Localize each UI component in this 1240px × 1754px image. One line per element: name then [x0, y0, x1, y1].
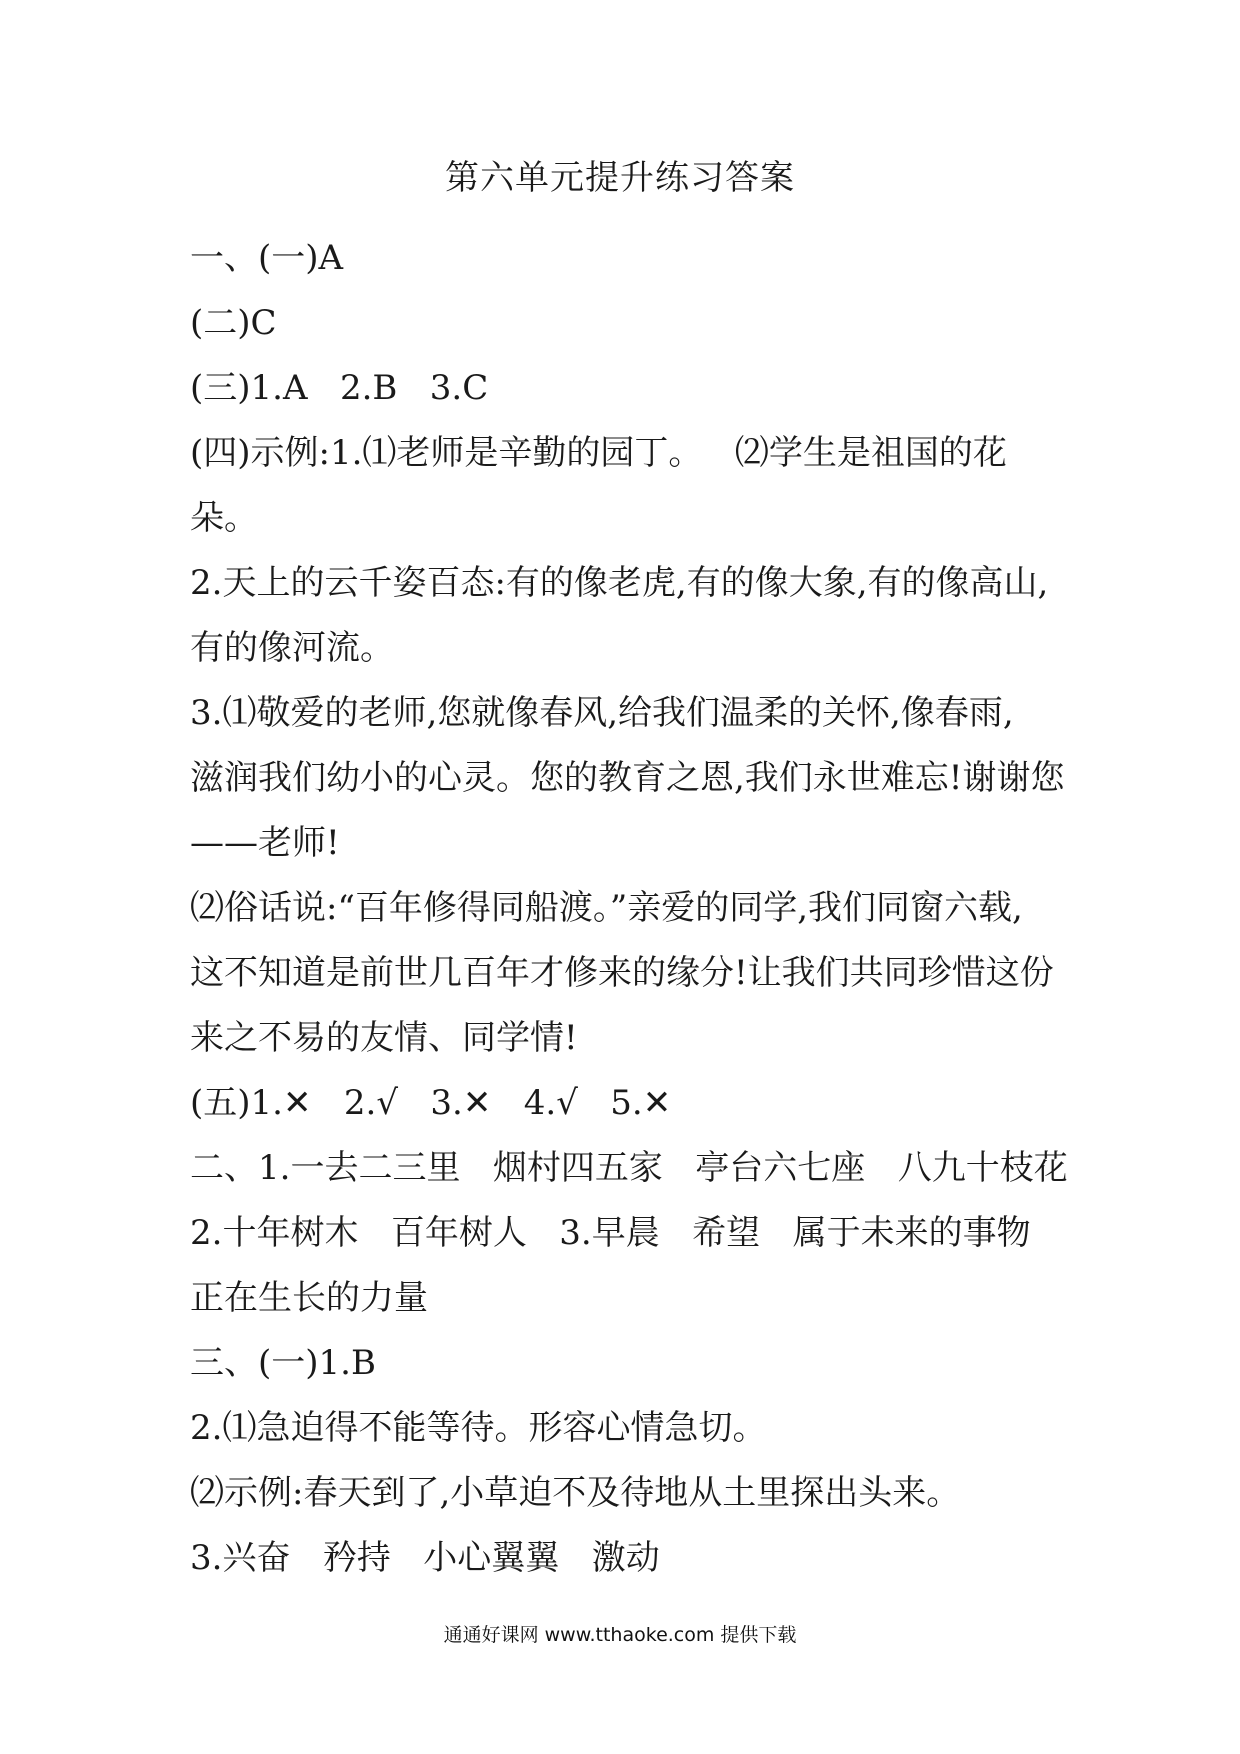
answer-line: ——老师!: [190, 823, 340, 863]
answer-line: 滋润我们幼小的心灵。您的教育之恩,我们永世难忘!谢谢您: [190, 758, 1065, 798]
answer-line: 来之不易的友情、同学情!: [190, 1018, 578, 1058]
answer-line: 3.兴奋 矜持 小心翼翼 激动: [190, 1538, 660, 1578]
answer-line: 2.十年树木 百年树人 3.早晨 希望 属于未来的事物: [190, 1213, 1031, 1253]
answer-line: 3.⑴敬爱的老师,您就像春风,给我们温柔的关怀,像春雨,: [190, 693, 1014, 733]
answer-line: 一、(一)A: [190, 238, 344, 278]
answer-line: 三、(一)1.B: [190, 1343, 376, 1383]
answer-line: 2.⑴急迫得不能等待。形容心情急切。: [190, 1408, 767, 1448]
answer-line: (三)1.A 2.B 3.C: [190, 368, 489, 408]
answer-content: [190, 226, 1070, 1591]
answer-line: 正在生长的力量: [190, 1278, 428, 1318]
answer-line: (五)1.✕ 2.√ 3.✕ 4.√ 5.✕: [190, 1083, 672, 1123]
page-title: 第六单元提升练习答案: [445, 158, 795, 198]
answer-line: 这不知道是前世几百年才修来的缘分!让我们共同珍惜这份: [190, 953, 1054, 993]
answer-line: (二)C: [190, 303, 277, 343]
answer-line: ⑵示例:春天到了,小草迫不及待地从土里探出头来。: [190, 1473, 961, 1513]
answer-line: 有的像河流。: [190, 628, 394, 668]
answer-line: (四)示例:1.⑴老师是辛勤的园丁。 ⑵学生是祖国的花: [190, 433, 1007, 473]
page-footer: 通通好课网 www.tthaoke.com 提供下载: [443, 1624, 797, 1646]
answer-line: 朵。: [190, 498, 258, 538]
answer-line: 二、1.一去二三里 烟村四五家 亭台六七座 八九十枝花: [190, 1148, 1068, 1188]
answer-line: ⑵俗话说:“百年修得同船渡。”亲爱的同学,我们同窗六载,: [190, 888, 1023, 928]
answer-line: 2.天上的云千姿百态:有的像老虎,有的像大象,有的像高山,: [190, 563, 1049, 603]
